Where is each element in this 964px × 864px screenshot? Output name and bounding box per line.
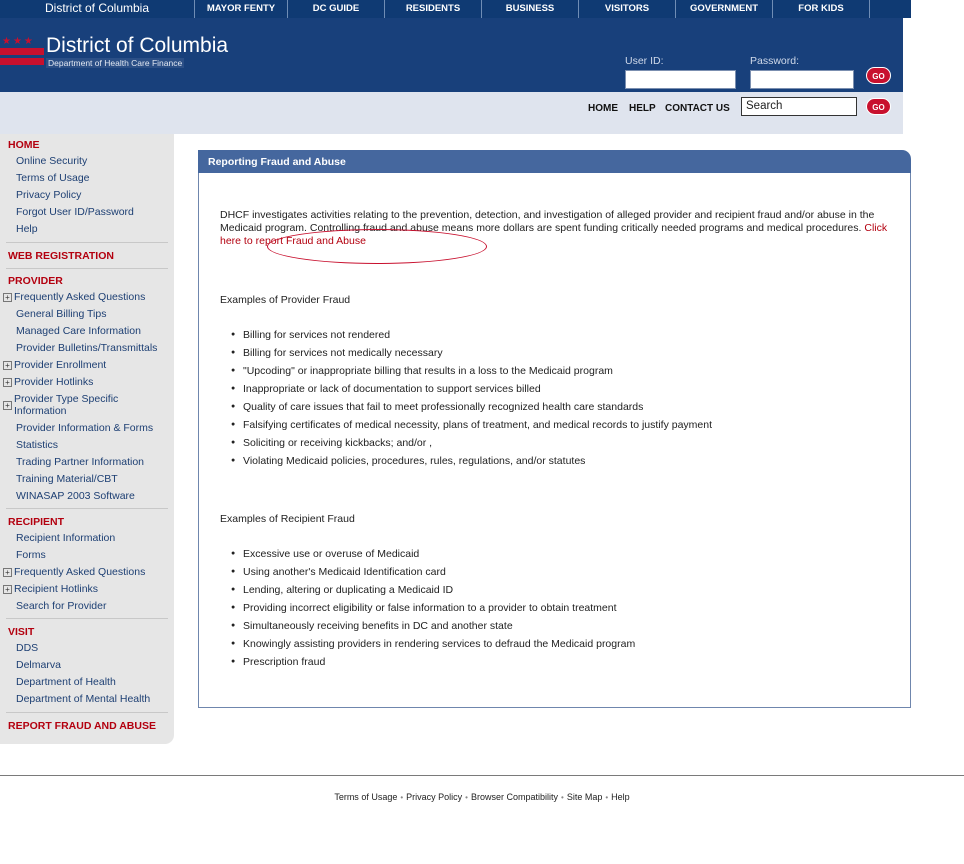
logo-title: District of Columbia <box>46 34 229 57</box>
list-item: ● Knowingly assisting providers in rendering services to defraud the Medicaid program <box>243 638 635 650</box>
nav-business[interactable]: BUSINESS <box>482 0 579 18</box>
provider-fraud-heading: Examples of Provider Fraud <box>220 294 351 306</box>
sidebar-link-winasap[interactable]: WINASAP 2003 Software <box>16 490 135 502</box>
list-item: ● Soliciting or receiving kickbacks; and/or , <box>243 437 432 449</box>
list-item: ● Billing for services not medically necessary <box>243 347 443 359</box>
list-item: ● "Upcoding" or inappropriate billing that results in a loss to the Medicaid program <box>243 365 613 377</box>
sidebar-link-dept-mental-health[interactable]: Department of Mental Health <box>16 693 151 705</box>
footer-terms-link[interactable]: Terms of Usage <box>334 792 398 802</box>
sidebar-web-registration[interactable]: WEB REGISTRATION <box>8 250 114 262</box>
intro-text: DHCF investigates activities relating to the prevention, detection, and investigation of alleged provider and recipient fraud and/or abuse in the Medicaid program. Controlling fraud and abuse means more dollars are spent funding critically needed programs and medical procedures. <box>220 209 875 234</box>
footer-separator: • <box>400 793 404 802</box>
sidebar-link-managed-care[interactable]: Managed Care Information <box>16 325 141 337</box>
sidebar-link-delmarva[interactable]: Delmarva <box>16 659 61 671</box>
expand-plus-icon[interactable]: + <box>3 401 12 410</box>
util-contact-link[interactable]: CONTACT US <box>665 103 730 114</box>
site-name-link[interactable]: District of Columbia <box>0 0 195 18</box>
list-item: ● Violating Medicaid policies, procedures, rules, regulations, and/or statutes <box>243 455 585 467</box>
footer-separator: • <box>465 793 468 802</box>
list-item: ● Simultaneously receiving benefits in DC and another state <box>243 620 513 632</box>
sidebar-divider <box>6 712 168 713</box>
report-fraud-link[interactable]: Click here to report Fraud and Abuse <box>220 222 888 247</box>
nav-residents[interactable]: RESIDENTS <box>385 0 482 18</box>
nav-for-kids[interactable]: FOR KIDS <box>773 0 870 18</box>
sidebar <box>0 134 174 744</box>
search-input[interactable]: Search <box>741 97 857 116</box>
nav-mayor-fenty[interactable]: MAYOR FENTY <box>195 0 288 18</box>
sidebar-provider-type-specific[interactable]: +Provider Type Specific Information <box>3 393 118 417</box>
list-item: ● Lending, altering or duplicating a Medicaid ID <box>243 584 453 596</box>
utility-bar <box>0 92 903 134</box>
list-item: ● Falsifying certificates of medical necessity, plans of treatment, and medical records to justify payment <box>243 419 712 431</box>
sidebar-recipient-heading[interactable]: RECIPIENT <box>8 516 65 528</box>
nav-visitors[interactable]: VISITORS <box>579 0 676 18</box>
password-input[interactable] <box>750 70 854 89</box>
sidebar-link-help[interactable]: Help <box>16 223 38 235</box>
sidebar-visit-heading[interactable]: VISIT <box>8 626 35 638</box>
sidebar-link-billing-tips[interactable]: General Billing Tips <box>16 308 107 320</box>
sidebar-link-privacy-policy[interactable]: Privacy Policy <box>16 189 82 201</box>
content-top-spacer <box>174 134 903 150</box>
sidebar-divider <box>6 508 168 509</box>
sidebar-provider-enrollment[interactable]: + Provider Enrollment <box>3 359 106 371</box>
sidebar-home-heading[interactable]: HOME <box>8 139 40 151</box>
footer-browser-link[interactable]: Browser Compatibility <box>470 792 559 802</box>
list-item: ● Quality of care issues that fail to meet professionally recognized health care standards <box>243 401 643 413</box>
footer-separator: • <box>561 793 564 802</box>
util-home-link[interactable]: HOME <box>588 103 618 114</box>
expand-plus-icon[interactable]: + <box>3 585 12 594</box>
top-navigation-end <box>903 0 911 18</box>
sidebar-link-provider-forms[interactable]: Provider Information & Forms <box>16 422 154 434</box>
footer-links <box>0 792 964 802</box>
sidebar-link-bulletins[interactable]: Provider Bulletins/Transmittals <box>16 342 158 354</box>
sidebar-provider-faq[interactable]: + Frequently Asked Questions <box>3 291 145 303</box>
list-item: ● Prescription fraud <box>243 656 325 668</box>
sidebar-divider <box>6 242 168 243</box>
sidebar-link-recipient-info[interactable]: Recipient Information <box>16 532 116 544</box>
sidebar-divider <box>6 618 168 619</box>
sidebar-link-trading-partner[interactable]: Trading Partner Information <box>16 456 145 468</box>
list-item: ● Inappropriate or lack of documentation to support services billed <box>243 383 541 395</box>
expand-plus-icon[interactable]: + <box>3 293 12 302</box>
login-go-button[interactable]: GO <box>866 67 891 84</box>
sidebar-report-fraud[interactable]: REPORT FRAUD AND ABUSE <box>8 720 156 732</box>
list-item: ● Providing incorrect eligibility or false information to a provider to obtain treatment <box>243 602 617 614</box>
nav-government[interactable]: GOVERNMENT <box>676 0 773 18</box>
sidebar-link-dept-health[interactable]: Department of Health <box>16 676 116 688</box>
list-item: ● Using another's Medicaid Identification card <box>243 566 446 578</box>
user-id-input[interactable] <box>625 70 736 89</box>
expand-plus-icon[interactable]: + <box>3 361 12 370</box>
footer-help-link[interactable]: Help <box>611 792 630 802</box>
sidebar-link-forgot-credentials[interactable]: Forgot User ID/Password <box>16 206 134 218</box>
panel-title: Reporting Fraud and Abuse <box>198 150 911 173</box>
footer-privacy-link[interactable]: Privacy Policy <box>406 792 463 802</box>
sidebar-recipient-hotlinks[interactable]: + Recipient Hotlinks <box>3 583 98 595</box>
password-label: Password: <box>750 55 800 67</box>
highlight-oval <box>267 229 487 264</box>
util-help-link[interactable]: HELP <box>629 103 656 114</box>
sidebar-link-online-security[interactable]: Online Security <box>16 155 88 167</box>
site-header <box>0 18 903 92</box>
sidebar-link-statistics[interactable]: Statistics <box>16 439 59 451</box>
user-id-label: User ID: <box>625 55 664 67</box>
recipient-fraud-heading: Examples of Recipient Fraud <box>220 513 355 525</box>
dc-flag-icon: ★★★ <box>0 36 44 70</box>
sidebar-link-dds[interactable]: DDS <box>16 642 39 654</box>
search-go-button[interactable]: GO <box>866 98 891 115</box>
footer-divider <box>0 775 964 776</box>
footer-separator: • <box>605 793 609 802</box>
list-item: ● Excessive use or overuse of Medicaid <box>243 548 419 560</box>
sidebar-link-training-material[interactable]: Training Material/CBT <box>16 473 118 485</box>
sidebar-link-terms-of-usage[interactable]: Terms of Usage <box>16 172 90 184</box>
list-item: ● Billing for services not rendered <box>243 329 390 341</box>
sidebar-divider <box>6 268 168 269</box>
top-navigation-bar <box>0 0 903 18</box>
logo-subtitle: Department of Health Care Finance <box>48 58 183 68</box>
footer-sitemap-link[interactable]: Site Map <box>566 792 603 802</box>
sidebar-provider-hotlinks[interactable]: + Provider Hotlinks <box>3 376 93 388</box>
sidebar-link-search-provider[interactable]: Search for Provider <box>16 600 107 612</box>
sidebar-link-forms[interactable]: Forms <box>16 549 46 561</box>
expand-plus-icon[interactable]: + <box>3 568 12 577</box>
sidebar-provider-heading[interactable]: PROVIDER <box>8 275 63 287</box>
nav-dc-guide[interactable]: DC GUIDE <box>288 0 385 18</box>
expand-plus-icon[interactable]: + <box>3 378 12 387</box>
sidebar-recipient-faq[interactable]: + Frequently Asked Questions <box>3 566 145 578</box>
